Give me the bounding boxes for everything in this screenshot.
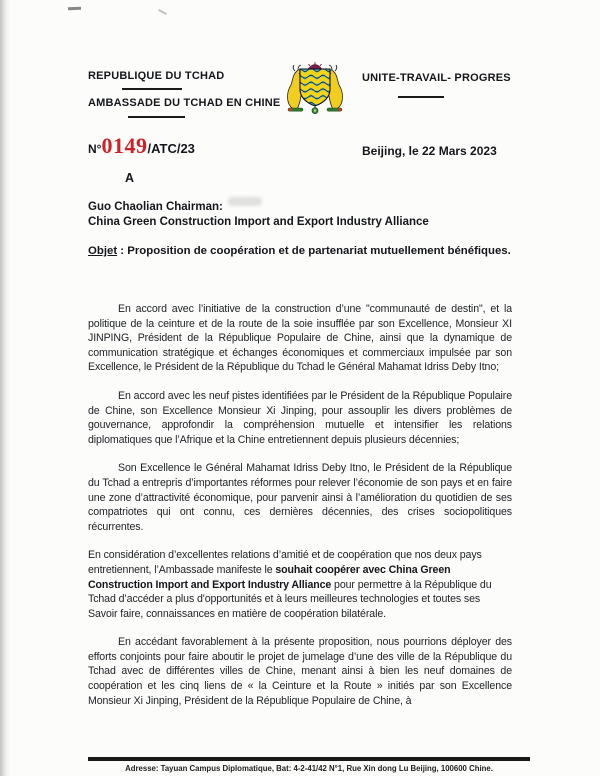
chad-coat-of-arms-icon bbox=[282, 62, 348, 116]
subject-line bbox=[88, 243, 516, 259]
country-name: REPUBLIQUE DU TCHAD bbox=[88, 70, 225, 82]
paragraph: En accord avec l’initiative de la construction d’une "communauté de destin", et la politique de la ceinture et de la route de la soie insufflée par son Excellence, Monsieur XI JINPING, Président de la République Populaire de Chine, ainsi que la dynamique de communication stratégique et échanges économiques et commerciaux impulsée par son Excellence, le Président de la République du Tchad le Général Mahamat Idriss Deby Itno; bbox=[88, 303, 512, 374]
footer-rule bbox=[88, 757, 530, 761]
reference-suffix: /ATC/23 bbox=[147, 141, 195, 156]
embassy-name: AMBASSADE DU TCHAD EN CHINE bbox=[88, 97, 281, 109]
paragraph-segment: pour permettre à la République du Tchad d’accéder a plus d'opportunités et à leurs meilleures technologies et toutes ses Savoir faire, connaissances en matière de coopération bilatérale. bbox=[88, 578, 492, 620]
reference-number bbox=[88, 133, 195, 158]
national-motto: UNITE-TRAVAIL- PROGRES bbox=[362, 72, 511, 84]
subject-separator: : bbox=[117, 245, 128, 257]
scan-artifact-mark bbox=[158, 9, 167, 15]
recipient-block bbox=[88, 200, 518, 230]
letterhead-left bbox=[88, 70, 288, 118]
subject-label: Objet bbox=[88, 245, 118, 257]
recipient-intro: A bbox=[125, 171, 135, 185]
letter-body bbox=[88, 302, 512, 758]
scan-artifact-mark bbox=[68, 7, 81, 10]
subject-text: Proposition de coopération et de partenariat mutuellement bénéfiques. bbox=[127, 245, 511, 257]
paragraph-segment: En considération d’excellentes relations d’amitié et de coopération que nos deux pays entretiennent, l’Ambassade manifeste le bbox=[88, 549, 482, 576]
paragraph bbox=[88, 548, 512, 621]
header-rule bbox=[128, 116, 185, 118]
reference-digits: 0149 bbox=[101, 133, 148, 158]
recipient-organization: China Green Construction Import and Export Industry Alliance bbox=[88, 216, 429, 228]
paragraph-segment-bold: souhait coopérer avec China Green Construction Import and Export Industry Alliance bbox=[88, 563, 451, 591]
letterhead-right bbox=[362, 72, 522, 98]
scan-edge-shadow bbox=[0, 0, 10, 776]
recipient-name: Guo Chaolian Chairman: bbox=[88, 201, 223, 213]
paragraph: En accord avec les neuf pistes identifiées par le Président de la République Populaire de Chine, son Excellence Monsieur Xi Jinping, pour assouplir les divers problèmes de gouvernance, approfondir la compréhension mutuelle et intensifier les relations diplomatiques que l’Afrique et la Chine entretiennent depuis plusieurs décennies; bbox=[88, 389, 512, 446]
paragraph: Son Excellence le Général Mahamat Idriss Deby Itno, le Président de la République du Tchad a entrepris d’importantes réformes pour relever l’économie de son pays et en faire une zone d’attractivité économique, pour parvenir ainsi à l’amélioration du quotidien de ses compatriotes qui ont connu, ces dernières décennies, des crises sociopolitiques récurrentes. bbox=[88, 462, 512, 533]
header-rule bbox=[398, 96, 444, 98]
paragraph: En accédant favorablement à la présente proposition, nous pourrions déployer des efforts conjoints pour faire aboutir le projet de jumelage d’une des ville de la République du Tchad avec de différentes villes de Chine, menant ainsi à bien les neuf domaines de coopération et les cinq liens de « la Ceinture et la Route » initiés par son Excellence Monsieur Xi Jinping, Président de la République Populaire de Chine, à bbox=[88, 636, 512, 707]
header-rule bbox=[122, 88, 182, 90]
dateline: Beijing, le 22 Mars 2023 bbox=[362, 144, 497, 158]
reference-prefix: N° bbox=[88, 142, 102, 156]
footer-address: Adresse: Tayuan Campus Diplomatique, Bat: 4-2-41/42 N°1, Rue Xin dong Lu Beijing, 100600 Chine. bbox=[125, 764, 493, 773]
